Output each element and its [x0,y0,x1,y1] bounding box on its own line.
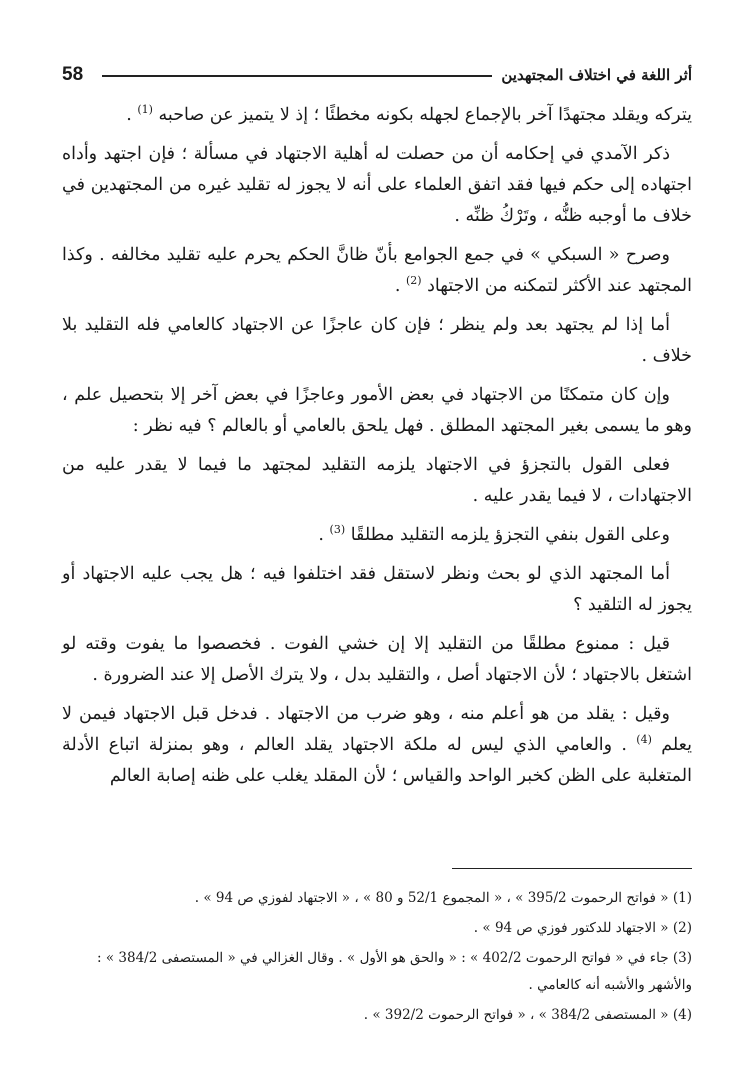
footnote: (4) « المستصفى 384/2 » ، « فواتح الرحموت 392/2 » . [363,1007,692,1023]
footnotes [62,885,692,1032]
body-text [62,100,692,800]
footnote-ref: (3) [329,523,346,537]
footnote-ref: (2) [405,274,422,288]
footnote: (3) جاء في « فواتح الرحموت 402/2 » : « والحق هو الأول » . وقال الغزالي في « المستصفى 384/2 » : والأشهر والأشبه أنه كالعامي . [97,950,692,993]
paragraph: أما المجتهد الذي لو بحث ونظر لاستقل فقد اختلفوا فيه ؛ هل يجب عليه الاجتهاد أو يجوز له التلقيد ؟ [62,564,692,615]
page-header [62,62,692,90]
paragraph: وإن كان متمكنًا من الاجتهاد في بعض الأمور وعاجزًا في بعض آخر إلا بتحصيل علم ، وهو ما يسمى بغير المجتهد المطلق . فهل يلحق بالعامي أو بالعالم ؟ فيه نظر : [62,385,692,436]
footnote: (2) « الاجتهاد للدكتور فوزي ص 94 » . [473,920,692,936]
paragraph: ذكر الآمدي في إحكامه أن من حصلت له أهلية الاجتهاد في مسألة ؛ فإن اجتهد وأداه اجتهاده إلى حكم فيها فقد اتفق العلماء على أنه لا يجوز له تقليد غيره من المجتهدين في خلاف ما أوجبه ظنُّه ، وتَرْكُ ظنِّه . [62,144,692,226]
paragraph: وصرح « السبكي » في جمع الجوامع بأنّ ظانَّ الحكم يحرم عليه تقليد مخالفه . وكذا المجتهد عند الأكثر لتمكنه من الاجتهاد $^{(2)}$ . [62,245,692,296]
footnote-rule [452,868,692,869]
paragraph: قيل : ممنوع مطلقًا من التقليد إلا إن خشي الفوت . فخصصوا ما يفوت وقته لو اشتغل بالاجتهاد ؛ لأن الاجتهاد أصل ، والتقليد بدل ، ولا يترك الأصل إلا عند الضرورة . [62,634,692,685]
paragraph: يتركه ويقلد مجتهدًا آخر بالإجماع لجهله بكونه مخطئًا ؛ إذ لا يتميز عن صاحبه $^{(1)}$ . [126,103,692,125]
footnote: (1) « فواتح الرحموت 395/2 » ، « المجموع 52/1 و 80 » ، « الاجتهاد لفوزي ص 94 » . [194,890,692,906]
running-title: أثر اللغة في اختلاف المجتهدين [501,66,692,84]
paragraph: أما إذا لم يجتهد بعد ولم ينظر ؛ فإن كان عاجزًا عن الاجتهاد كالعامي فله التقليد بلا خلاف . [62,315,692,366]
page-number: 58 [62,64,84,85]
paragraph: فعلى القول بالتجزؤ في الاجتهاد يلزمه التقليد لمجتهد ما فيما لا يقدر عليه من الاجتهادات ، لا فيما يقدر عليه . [62,455,692,506]
footnote-ref: (1) [137,103,153,117]
paragraph: وقيل : يقلد من هو أعلم منه ، وهو ضرب من الاجتهاد . فدخل قبل الاجتهاد فيمن لا يعلم $^{(4)}$ . والعامي الذي ليس له ملكة الاجتهاد يقلد العالم ، وهو بمنزلة اتباع الأدلة المتغلبة على الظن كخبر الواحد والقياس ؛ لأن المقلد يغلب على ظنه إصابة العالم [62,704,692,786]
footnote-ref: (4) [636,733,652,747]
paragraph: وعلى القول بنفي التجزؤ يلزمه التقليد مطلقًا $^{(3)}$ . [318,523,670,545]
header-rule [102,75,492,77]
